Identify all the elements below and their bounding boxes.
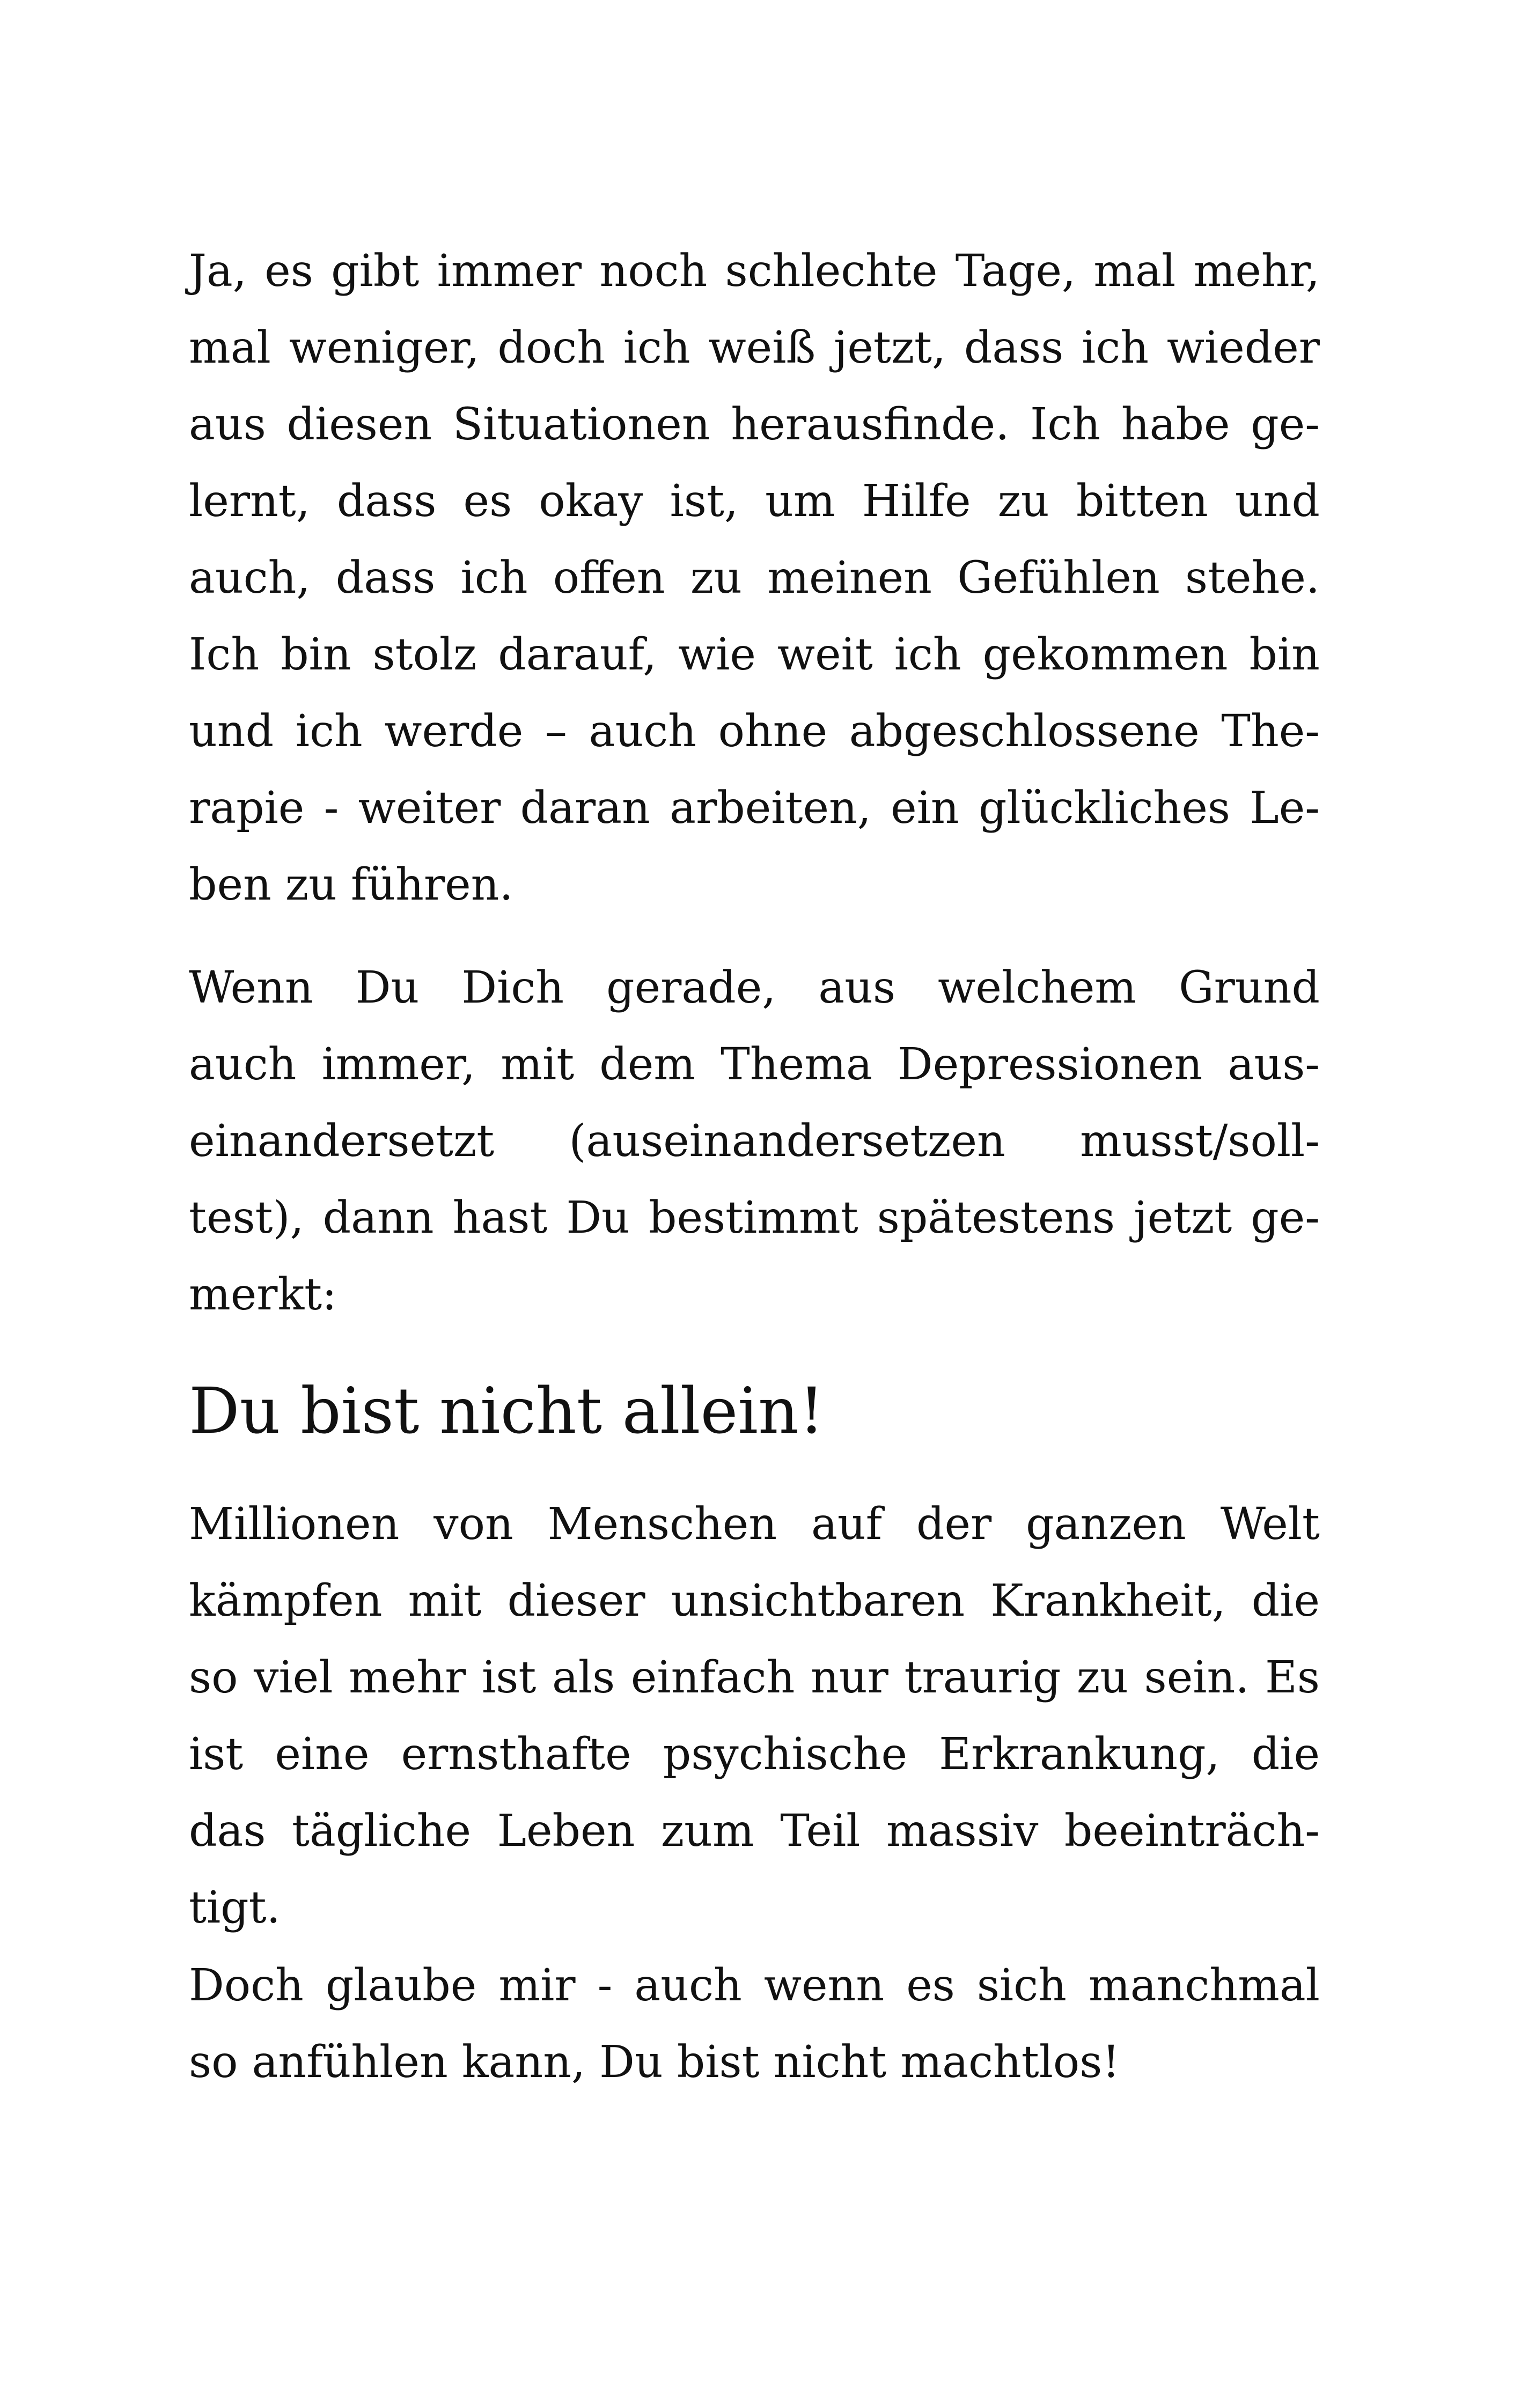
text-line: Ja, es gibt immer noch schlechte Tage, mal mehr,: [189, 246, 1320, 297]
text-line: auch, dass ich offen zu meinen Gefühlen stehe.: [189, 553, 1320, 603]
text-line: kämpfen mit dieser unsichtbaren Krankheit, die: [189, 1575, 1320, 1626]
text-line: so viel mehr ist als einfach nur traurig zu sein. Es: [189, 1652, 1320, 1703]
text-line: mal weniger, doch ich weiß jetzt, dass ich wieder: [189, 322, 1320, 373]
text-line: das tägliche Leben zum Teil massiv beeinträch-: [189, 1806, 1320, 1857]
text-line: Ich bin stolz darauf, wie weit ich gekommen bin: [189, 629, 1320, 680]
text-line: ben zu führen.: [189, 859, 513, 910]
text-line: so anfühlen kann, Du bist nicht machtlos!: [189, 2037, 1120, 2088]
text-line: lernt, dass es okay ist, um Hilfe zu bitten und: [189, 476, 1320, 527]
text-line: test), dann hast Du bestimmt spätestens jetzt ge-: [189, 1192, 1320, 1243]
paragraph-1: [189, 233, 1320, 923]
paragraph-3: [189, 1486, 1320, 1946]
text-line: Doch glaube mir - auch wenn es sich manchmal: [189, 1960, 1320, 2011]
paragraph-2: [189, 949, 1320, 1333]
paragraph-4: [189, 1947, 1320, 2101]
text-line: und ich werde – auch ohne abgeschlossene The-: [189, 706, 1320, 757]
text-line: Millionen von Menschen auf der ganzen Welt: [189, 1499, 1320, 1550]
text-line: aus diesen Situationen herausfinde. Ich habe ge-: [189, 399, 1320, 450]
text-line: rapie - weiter daran arbeiten, ein glückliches Le-: [189, 783, 1320, 834]
text-line: merkt:: [189, 1269, 337, 1320]
section-heading: Du bist nicht allein!: [189, 1374, 825, 1448]
text-line: einandersetzt (auseinandersetzen musst/soll-: [189, 1116, 1320, 1167]
text-line: auch immer, mit dem Thema Depressionen aus-: [189, 1039, 1320, 1090]
text-line: tigt.: [189, 1882, 281, 1933]
text-line: Wenn Du Dich gerade, aus welchem Grund: [189, 962, 1320, 1013]
text-line: ist eine ernsthafte psychische Erkrankung, die: [189, 1729, 1320, 1780]
